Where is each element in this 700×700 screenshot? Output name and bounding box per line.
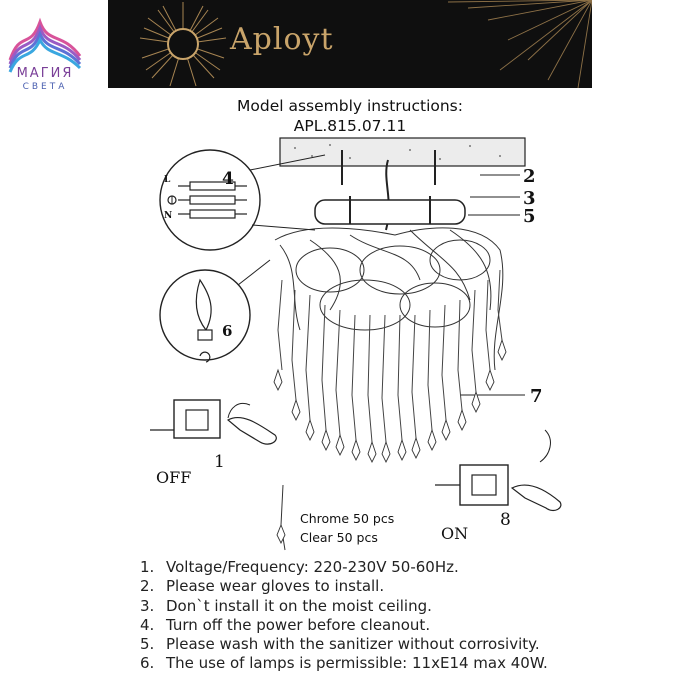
instruction-item <box>140 577 680 596</box>
assembly-diagram <box>150 130 570 560</box>
instruction-text: Please wash with the sanitizer without corrosivity. <box>166 635 540 654</box>
instruction-list <box>140 558 680 674</box>
switch-on-drawing <box>460 465 508 505</box>
callout-8: 8 <box>500 510 511 530</box>
instruction-text: Voltage/Frequency: 220-230V 50-60Hz. <box>166 558 459 576</box>
instruction-item <box>140 597 680 616</box>
instruction-number: 6. <box>140 654 155 673</box>
instruction-item <box>140 635 680 654</box>
pendant-chrome-count: Chrome 50 pcs <box>300 511 395 526</box>
sunburst-icon <box>108 0 592 88</box>
callout-7: 7 <box>530 386 543 407</box>
model-number: APL.815.07.11 <box>293 117 407 135</box>
canopy <box>315 200 465 224</box>
pendant-clear-count: Clear 50 pcs <box>300 530 378 545</box>
instruction-number: 1. <box>140 558 155 576</box>
callout-1: 1 <box>214 452 225 472</box>
title-heading: Model assembly instructions: <box>237 97 463 115</box>
chandelier-drawing <box>150 130 570 560</box>
callout-4: 4 <box>222 169 234 189</box>
ceiling-slab <box>280 138 525 166</box>
instruction-number: 2. <box>140 577 155 596</box>
instruction-item <box>140 654 680 673</box>
switch-off-drawing <box>174 400 220 438</box>
instruction-item <box>140 616 680 635</box>
wave-logo-icon <box>6 10 86 74</box>
callout-2: 2 <box>523 166 536 187</box>
instruction-number: 5. <box>140 635 155 654</box>
wiring-label-live: L <box>164 175 171 185</box>
callout-6: 6 <box>222 322 233 340</box>
callout-3: 3 <box>523 188 536 209</box>
switch-on-label: ON <box>441 524 469 543</box>
instruction-number: 3. <box>140 596 155 615</box>
logo-tagline: СВЕТА <box>22 82 68 92</box>
brand-banner <box>108 0 592 88</box>
instruction-text: Please wear gloves to install. <box>166 577 385 596</box>
callout-5: 5 <box>523 206 536 227</box>
instruction-text: Turn off the power before cleanout. <box>166 615 431 634</box>
brand-name: Aployt <box>230 22 334 57</box>
instruction-text: The use of lamps is permissible: 11xE14 max 40W. <box>166 654 548 673</box>
logo-brand: МАГИЯ <box>16 66 74 81</box>
wiring-label-neutral: N <box>164 211 173 221</box>
instruction-number: 4. <box>140 615 155 634</box>
instruction-item <box>140 558 680 577</box>
switch-off-label: OFF <box>156 468 192 487</box>
instruction-text: Don`t install it on the moist ceiling. <box>166 596 432 615</box>
